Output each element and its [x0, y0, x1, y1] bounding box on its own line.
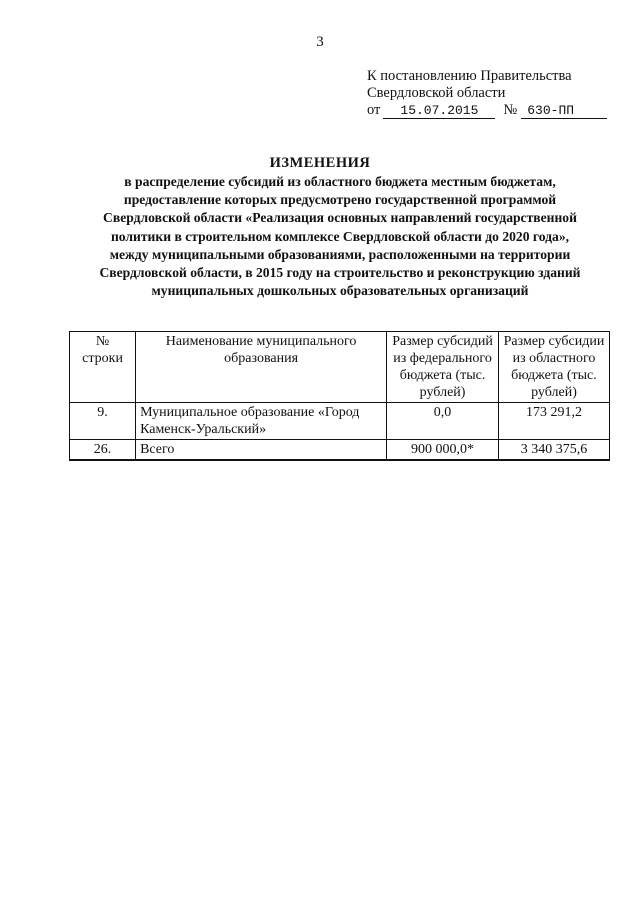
header-federal-subsidy: Размер субсидий из федерального бюджета (тыс. рублей)	[387, 332, 499, 403]
regional-subsidy-value: 3 340 375,6	[498, 440, 609, 461]
federal-subsidy-value: 900 000,0*	[387, 440, 499, 461]
page-number: 3	[316, 34, 324, 50]
subtitle-line: Свердловской области, в 2015 году на строительство и реконструкцию зданий	[99, 265, 581, 281]
subtitle-line: предоставление которых предусмотрено государственной программой	[123, 192, 557, 208]
table-row-total	[70, 440, 610, 461]
decree-number-prefix: №	[503, 102, 518, 118]
regional-subsidy-value: 173 291,2	[498, 403, 609, 440]
subtitle-line: муниципальных дошкольных образовательных организаций	[151, 283, 529, 299]
header-municipality-name: Наименование муниципального образования	[136, 332, 387, 403]
decree-date-number-line	[367, 102, 617, 119]
subtitle-line: в распределение субсидий из областного бюджета местным бюджетам,	[124, 174, 556, 189]
decree-reference-line-1: К постановлению Правительства	[367, 68, 572, 84]
subtitle-line: Свердловской области «Реализация основных направлений государственной	[103, 210, 577, 226]
row-number: 26.	[70, 440, 136, 461]
header-row-number: № строки	[70, 332, 136, 403]
document-subtitle	[70, 173, 610, 300]
decree-date: 15.07.2015	[383, 103, 495, 119]
decree-reference-line-2: Свердловской области	[367, 85, 506, 101]
decree-number: 630-ПП	[521, 103, 607, 119]
table-row	[70, 403, 610, 440]
subsidy-table	[69, 331, 610, 461]
decree-date-prefix: от	[367, 102, 381, 118]
row-number: 9.	[70, 403, 136, 440]
table-header-row	[70, 332, 610, 403]
header-regional-subsidy: Размер субсидии из областного бюджета (тыс. рублей)	[498, 332, 609, 403]
municipality-name: Муниципальное образование «Город Каменск-Уральский»	[136, 403, 387, 440]
municipality-name: Всего	[136, 440, 387, 461]
decree-reference	[367, 68, 617, 119]
document-title: ИЗМЕНЕНИЯ	[269, 155, 371, 171]
subtitle-line: политики в строительном комплексе Свердловской области до 2020 года»,	[110, 228, 570, 244]
federal-subsidy-value: 0,0	[387, 403, 499, 440]
subtitle-line: между муниципальными образованиями, расположенными на территории	[109, 246, 571, 262]
